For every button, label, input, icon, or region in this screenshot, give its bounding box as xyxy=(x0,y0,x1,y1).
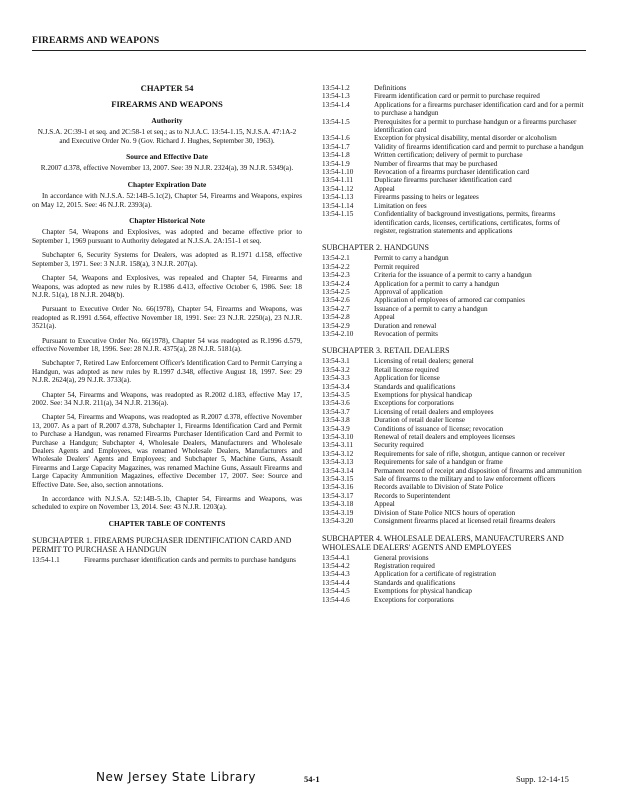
section-title: Firearms purchaser identification cards and permits to purchase handguns xyxy=(84,556,296,565)
section-number: 13:54-3.20 xyxy=(322,517,354,526)
toc-entry[interactable] xyxy=(322,587,584,595)
subchapter-2-heading: SUBCHAPTER 2. HANDGUNS xyxy=(322,243,429,253)
section-title: Duration and renewal xyxy=(374,321,437,330)
section-number: 13:54-3.18 xyxy=(322,500,354,509)
toc-entry[interactable] xyxy=(322,84,584,92)
library-watermark: New Jersey State Library xyxy=(96,770,256,784)
section-title: Requirements for sale of a handgun or frame xyxy=(374,458,503,467)
section-title: Limitation on fees xyxy=(374,201,427,210)
source-text: R.2007 d.378, effective November 13, 2007. See: 39 N.J.R. 2324(a), 39 N.J.R. 5349(a). xyxy=(40,164,294,173)
section-number: 13:54-2.6 xyxy=(322,296,350,305)
section-title: Exception for physical disability, mental disorder or alcoholism xyxy=(374,134,557,143)
section-title: Permit to carry a handgun xyxy=(374,254,449,263)
section-title: Records available to Division of State Police xyxy=(374,483,503,492)
section-number: 13:54-3.9 xyxy=(322,424,350,433)
section-number: 13:54-2.9 xyxy=(322,321,350,330)
authority-text: N.J.S.A. 2C:39-1 et seq. and 2C:58-1 et seq.; as to N.J.A.C. 13:54-1.15, N.J.S.A. 47:1A-2 and Executive Order No. 9 (Gov. Richard J. Hughes, September 30, 1963). xyxy=(37,128,297,145)
section-number: 13:54-1.4 xyxy=(322,100,350,109)
chapter-number: CHAPTER 54 xyxy=(140,83,194,93)
section-title: Duplicate firearms purchaser identification card xyxy=(374,176,512,185)
right-column xyxy=(322,84,584,604)
section-title: Exemptions for physical handicap xyxy=(374,391,473,399)
section-number: 13:54-4.5 xyxy=(322,587,350,596)
chapter-title: FIREARMS AND WEAPONS xyxy=(111,99,223,110)
subchapter-3-heading: SUBCHAPTER 3. RETAIL DEALERS xyxy=(322,346,450,356)
history-paragraph: Chapter 54, Firearms and Weapons, was readopted as R.2002 d.183, effective May 17, 2002. See: 34 N.J.R. 211(a), 34 N.J.R. 2136(a). xyxy=(32,390,302,407)
history-paragraph: Pursuant to Executive Order No. 66(1978), Chapter 54 was readopted as R.1996 d.579, effective November 18, 1996. See: 28 N.J.R. 4375(a), 28 N.J.R. 5181(a). xyxy=(32,336,302,353)
section-title: Permanent record of receipt and disposition of firearms and ammunition xyxy=(374,466,582,475)
toc-entry[interactable] xyxy=(322,168,584,176)
section-title: Application for a permit to carry a handgun xyxy=(374,279,500,288)
section-title: Application of employees of armored car companies xyxy=(374,296,525,305)
history-paragraph: Subchapter 7, Retired Law Enforcement Officer's Identification Card to Permit Carrying a Handgun, was adopted as new rules by R.1997 d.348, effective August 18, 1997. See: 29 N.J.R. 2624(a), 29 N.J.R. 3733(a). xyxy=(32,359,302,385)
section-number: 13:54-3.6 xyxy=(322,399,350,408)
toc-entry[interactable] xyxy=(322,176,584,184)
section-title: Licensing of retail dealers; general xyxy=(374,357,474,366)
history-paragraph: Pursuant to Executive Order No. 66(1978), Chapter 54, Firearms and Weapons, was readopted as R.1991 d.564, effective November 18, 1991. See: 23 N.J.R. 2250(a), 23 N.J.R. 3521(a). xyxy=(32,305,302,331)
toc-entry[interactable] xyxy=(32,556,302,564)
section-number: 13:54-2.1 xyxy=(322,254,350,263)
toc-entry[interactable] xyxy=(322,263,584,271)
section-number: 13:54-1.6 xyxy=(322,134,350,143)
section-title: Exceptions for corporations xyxy=(374,399,454,408)
section-title: Number of firearms that may be purchased xyxy=(374,159,498,168)
section-title: Issuance of a permit to carry a handgun xyxy=(374,304,488,313)
section-title: Criteria for the issuance of a permit to carry a handgun xyxy=(374,271,532,280)
section-title: Prerequisites for a permit to purchase handgun or a firearms purchaser identification card xyxy=(374,117,577,135)
section-number: 13:54-1.12 xyxy=(322,184,354,193)
section-title: Application for a certificate of registration xyxy=(374,570,496,579)
subchapter-1-list xyxy=(322,84,584,235)
section-number: 13:54-3.12 xyxy=(322,449,354,458)
section-title: Revocation of a firearms purchaser identification card xyxy=(374,168,530,177)
section-number: 13:54-3.17 xyxy=(322,491,354,500)
section-number: 13:54-1.11 xyxy=(322,176,354,185)
source-heading: Source and Effective Date xyxy=(126,152,208,162)
section-number: 13:54-3.5 xyxy=(322,391,350,399)
section-title: Definitions xyxy=(374,84,407,92)
toc-entry[interactable] xyxy=(322,416,584,424)
section-number: 13:54-4.1 xyxy=(322,553,350,562)
section-number: 13:54-1.8 xyxy=(322,151,350,160)
toc-entry[interactable] xyxy=(322,134,584,142)
toc-entry[interactable] xyxy=(322,305,584,313)
section-title: Duration of retail dealer license xyxy=(374,416,465,425)
section-number: 13:54-2.3 xyxy=(322,271,350,280)
toc-entry[interactable] xyxy=(322,330,584,338)
toc-entry[interactable] xyxy=(322,254,584,262)
toc-entry[interactable] xyxy=(322,92,584,100)
section-title: Firearm identification card or permit to purchase required xyxy=(374,92,540,101)
toc-entry[interactable] xyxy=(322,322,584,330)
section-number: 13:54-1.15 xyxy=(322,210,354,219)
section-number: 13:54-1.1 xyxy=(32,556,60,565)
toc-entry[interactable] xyxy=(322,475,584,483)
section-title: Validity of firearms identification card and permit to purchase a handgun xyxy=(374,142,584,151)
section-number: 13:54-3.14 xyxy=(322,466,354,475)
toc-entry[interactable] xyxy=(322,383,584,391)
toc-entry[interactable] xyxy=(322,366,584,374)
section-number: 13:54-1.7 xyxy=(322,142,350,151)
section-number: 13:54-4.4 xyxy=(322,578,350,587)
section-number: 13:54-1.2 xyxy=(322,84,350,92)
section-number: 13:54-3.2 xyxy=(322,365,350,374)
toc-entry[interactable] xyxy=(322,441,584,449)
section-number: 13:54-4.6 xyxy=(322,595,350,604)
toc-entry[interactable] xyxy=(322,492,584,500)
toc-entry[interactable] xyxy=(322,185,584,193)
left-column xyxy=(32,84,302,565)
section-number: 13:54-1.13 xyxy=(322,193,354,202)
section-title: General provisions xyxy=(374,553,429,562)
section-number: 13:54-3.1 xyxy=(322,357,350,366)
section-number: 13:54-3.7 xyxy=(322,407,350,416)
section-title: Sale of firearms to the military and to law enforcement officers xyxy=(374,475,556,484)
subchapter-4-heading: SUBCHAPTER 4. WHOLESALE DEALERS, MANUFACTURERS AND WHOLESALE DEALERS' AGENTS AND EMPLOYEES xyxy=(322,533,564,552)
section-title: Licensing of retail dealers and employees xyxy=(374,407,494,416)
toc-entry[interactable] xyxy=(322,399,584,407)
toc-entry[interactable] xyxy=(322,357,584,365)
page-number: 54-1 xyxy=(304,774,320,784)
toc-entry[interactable] xyxy=(322,433,584,441)
toc-entry[interactable] xyxy=(322,313,584,321)
section-number: 13:54-1.3 xyxy=(322,92,350,101)
section-number: 13:54-1.5 xyxy=(322,117,350,126)
section-number: 13:54-3.11 xyxy=(322,441,354,450)
subchapter-2-list xyxy=(322,254,584,338)
toc-entry[interactable] xyxy=(322,280,584,288)
section-title: Registration required xyxy=(374,561,435,570)
subchapter-3-list xyxy=(322,357,584,525)
toc-entry[interactable] xyxy=(322,374,584,382)
section-number: 13:54-2.10 xyxy=(322,329,354,338)
section-number: 13:54-3.8 xyxy=(322,416,350,425)
subchapter-4-list xyxy=(322,554,584,604)
expiration-text: In accordance with N.J.S.A. 52:14B-5.1c(2), Chapter 54, Firearms and Weapons, expires on May 12, 2015. See: 46 N.J.R. 2393(a). xyxy=(32,192,302,209)
section-number: 13:54-3.13 xyxy=(322,458,354,467)
section-title: Applications for a firearms purchaser identification card and for a permit to purchase a handgun xyxy=(374,100,584,118)
toc-entry[interactable] xyxy=(322,160,584,168)
section-title: Written certification; delivery of permit to purchase xyxy=(374,151,523,160)
toc-entry[interactable] xyxy=(322,517,584,525)
toc-entry[interactable] xyxy=(322,288,584,296)
toc-entry[interactable] xyxy=(322,509,584,517)
section-title: Firearms passing to heirs or legatees xyxy=(374,193,479,202)
section-title: Confidentiality of background investigations, permits, firearms identification cards, licenses, certifications, certificates, forms of register, registration statements and applications xyxy=(374,210,561,235)
toc-heading: CHAPTER TABLE OF CONTENTS xyxy=(108,518,226,528)
history-paragraph: Chapter 54, Firearms and Weapons, was readopted as R.2007 d.378, effective November 13, 2007. As a part of R.2007 d.378, Subchapter 1, Firearms Identification Card and Permit to Purchase a Handgun, was renamed Firearms Purchaser Identification Card and Permit to Purchase a Handgun; Subchapter 4, Wholesale Dealers, Manufacturers and Wholesale Dealers Agents and Employees, was renamed Wholesale Dealers, Manufacturers and Wholesale Dealers' Agents and Employees; and Subchapter 5, Machine Guns, Assault Firearms and Large Capacity Magazines, was renamed Machine Guns, Assault Firearms and Large Capacity Ammunition Magazines, effective December 17, 2007. See: Source and Effective Date. See, also, section annotations. xyxy=(32,413,302,489)
history-paragraph: In accordance with N.J.S.A. 52:14B-5.1b, Chapter 54, Firearms and Weapons, was scheduled to expire on November 13, 2014. See: 43 N.J.R. 1203(a). xyxy=(32,495,302,512)
authority-heading: Authority xyxy=(151,115,183,125)
section-title: Revocation of permits xyxy=(374,329,438,338)
section-title: Approval of application xyxy=(374,287,443,296)
section-title: Permit required xyxy=(374,262,419,271)
toc-entry[interactable] xyxy=(322,210,584,235)
toc-entry[interactable] xyxy=(322,570,584,578)
section-number: 13:54-2.5 xyxy=(322,287,350,296)
subchapter-1-heading: SUBCHAPTER 1. FIREARMS PURCHASER IDENTIFICATION CARD AND PERMIT TO PURCHASE A HANDGUN xyxy=(32,536,292,555)
section-title: Appeal xyxy=(374,184,395,193)
section-title: Records to Superintendent xyxy=(374,491,451,500)
section-number: 13:54-1.10 xyxy=(322,168,354,177)
history-paragraph: Subchapter 6, Security Systems for Dealers, was adopted as R.1971 d.158, effective September 3, 1971. See: 3 N.J.R. 158(a), 3 N.J.R. 207(a). xyxy=(32,251,302,268)
section-number: 13:54-1.9 xyxy=(322,159,350,168)
section-title: Exemptions for physical handicap xyxy=(374,587,473,596)
section-title: Standards and qualifications xyxy=(374,578,456,587)
history-paragraph: Chapter 54, Weapons and Explosives, was adopted and became effective prior to September 1, 1969 pursuant to Authority delegated at N.J.S.A. 2A:151-1 et seq. xyxy=(32,228,302,245)
toc-entry[interactable] xyxy=(322,118,584,135)
toc-entry[interactable] xyxy=(322,596,584,604)
section-number: 13:54-3.4 xyxy=(322,382,350,391)
section-number: 13:54-3.16 xyxy=(322,483,354,492)
section-title: Standards and qualifications xyxy=(374,382,456,391)
header-rule xyxy=(32,50,586,51)
toc-entry[interactable] xyxy=(322,562,584,570)
section-title: Exceptions for corporations xyxy=(374,595,454,604)
section-title: Application for license xyxy=(374,374,440,383)
section-title: Renewal of retail dealers and employees licenses xyxy=(374,433,515,442)
toc-entry[interactable] xyxy=(322,271,584,279)
section-number: 13:54-3.3 xyxy=(322,374,350,383)
supplement-date: Supp. 12-14-15 xyxy=(516,774,569,784)
section-title: Appeal xyxy=(374,313,395,322)
section-title: Retail license required xyxy=(374,365,439,374)
section-number: 13:54-2.2 xyxy=(322,262,350,271)
section-title: Consignment firearms placed at licensed retail firearms dealers xyxy=(374,517,556,526)
toc-entry[interactable] xyxy=(322,151,584,159)
toc-entry[interactable] xyxy=(322,467,584,475)
section-title: Division of State Police NICS hours of operation xyxy=(374,508,516,517)
expiration-heading: Chapter Expiration Date xyxy=(127,179,207,189)
toc-entry[interactable] xyxy=(322,101,584,118)
running-head: FIREARMS AND WEAPONS xyxy=(32,36,160,46)
toc-entry[interactable] xyxy=(322,425,584,433)
toc-entry[interactable] xyxy=(322,458,584,466)
section-number: 13:54-4.3 xyxy=(322,570,350,579)
section-number: 13:54-2.8 xyxy=(322,313,350,322)
history-heading: Chapter Historical Note xyxy=(129,216,205,226)
toc-entry[interactable] xyxy=(322,202,584,210)
section-number: 13:54-2.4 xyxy=(322,279,350,288)
toc-entry[interactable] xyxy=(322,483,584,491)
toc-entry[interactable] xyxy=(322,500,584,508)
section-number: 13:54-1.14 xyxy=(322,201,354,210)
section-number: 13:54-3.19 xyxy=(322,508,354,517)
section-number: 13:54-3.15 xyxy=(322,475,354,484)
toc-entry[interactable] xyxy=(322,408,584,416)
section-title: Requirements for sale of rifle, shotgun, antique cannon or receiver xyxy=(374,449,565,458)
section-number: 13:54-4.2 xyxy=(322,561,350,570)
toc-entry[interactable] xyxy=(322,143,584,151)
toc-entry[interactable] xyxy=(322,193,584,201)
section-title: Appeal xyxy=(374,500,395,509)
toc-entry[interactable] xyxy=(322,450,584,458)
section-title: Security required xyxy=(374,441,424,450)
toc-entry[interactable] xyxy=(322,554,584,562)
section-number: 13:54-2.7 xyxy=(322,304,350,313)
section-title: Conditions of issuance of license; revocation xyxy=(374,424,504,433)
toc-entry[interactable] xyxy=(322,296,584,304)
section-number: 13:54-3.10 xyxy=(322,433,354,442)
history-paragraph: Chapter 54, Weapons and Explosives, was repealed and Chapter 54, Firearms and Weapons, was adopted as new rules by R.1986 d.413, effective October 6, 1986. See: 18 N.J.R. 51(a), 18 N.J.R. 2048(b). xyxy=(32,274,302,299)
toc-entry[interactable] xyxy=(322,391,584,399)
toc-entry[interactable] xyxy=(322,579,584,587)
